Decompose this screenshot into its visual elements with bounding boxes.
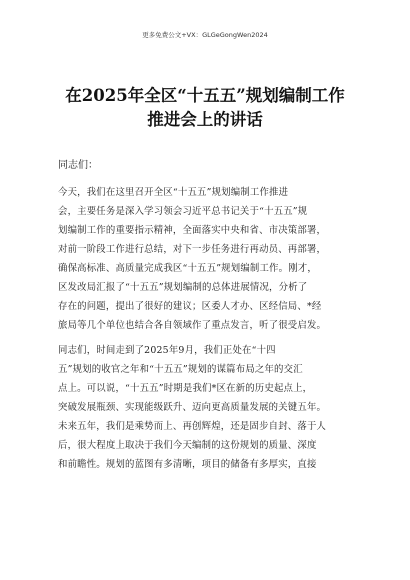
greeting: 同志们： <box>58 160 98 171</box>
paragraph-2-line: 五”规划的收官之年和“十五五”规划的谋篇布局之年的交汇 <box>58 364 303 375</box>
title-line-2: 推进会上的讲话 <box>147 110 263 129</box>
paragraph-1-line: 区发改局汇报了“十五五”规划编制的总体进展情况，分析了 <box>58 282 308 293</box>
paragraph-2-line: 突破发展瓶颈、实现能级跃升、迈向更高质量发展的关键五年。 <box>58 402 327 413</box>
paragraph-2-line: 和前瞻性。规划的蓝图有多清晰，项目的储备有多厚实，直接 <box>58 459 317 470</box>
paragraph-1-line: 会，主要任务是深入学习领会习近平总书记关于“十五五”规 <box>58 206 308 217</box>
paragraph-1-line: 今天，我们在这里召开全区“十五五”规划编制工作推进 <box>58 187 289 198</box>
paragraph-1-line: 旅局等几个单位也结合各自领域作了重点发言，听了很受启发。 <box>58 320 327 331</box>
title-line-1: 在2025年全区“十五五”规划编制工作 <box>65 86 345 105</box>
paragraph-1-line: 划编制工作的重要指示精神，全面落实中央和省、市决策部署， <box>58 225 327 236</box>
header-note: 更多免费公文+VX：GLGeGongWen2024 <box>142 31 268 39</box>
body-text <box>58 183 358 474</box>
paragraph-2-line: 未来五年，我们是乘势而上、再创辉煌，还是固步自封、落于人 <box>58 421 327 432</box>
paragraph-2-line: 同志们，时间走到了2025年9月，我们正处在“十四 <box>58 345 276 356</box>
paragraph-1-line: 对前一阶段工作进行总结，对下一步任务进行再动员、再部署， <box>58 244 327 255</box>
paragraph-1-line: 确保高标准、高质量完成我区“十五五”规划编制工作。刚才， <box>58 263 317 274</box>
paragraph-2-line: 后，很大程度上取决于我们今天编制的这份规划的质量、深度 <box>58 440 317 451</box>
paragraph-1-line: 存在的问题，提出了很好的建议；区委人才办、区经信局、*经 <box>58 301 322 312</box>
document-title <box>30 84 380 132</box>
paragraph-2-line: 点上。可以说，“十五五”时期是我们*区在新的历史起点上， <box>58 383 313 394</box>
